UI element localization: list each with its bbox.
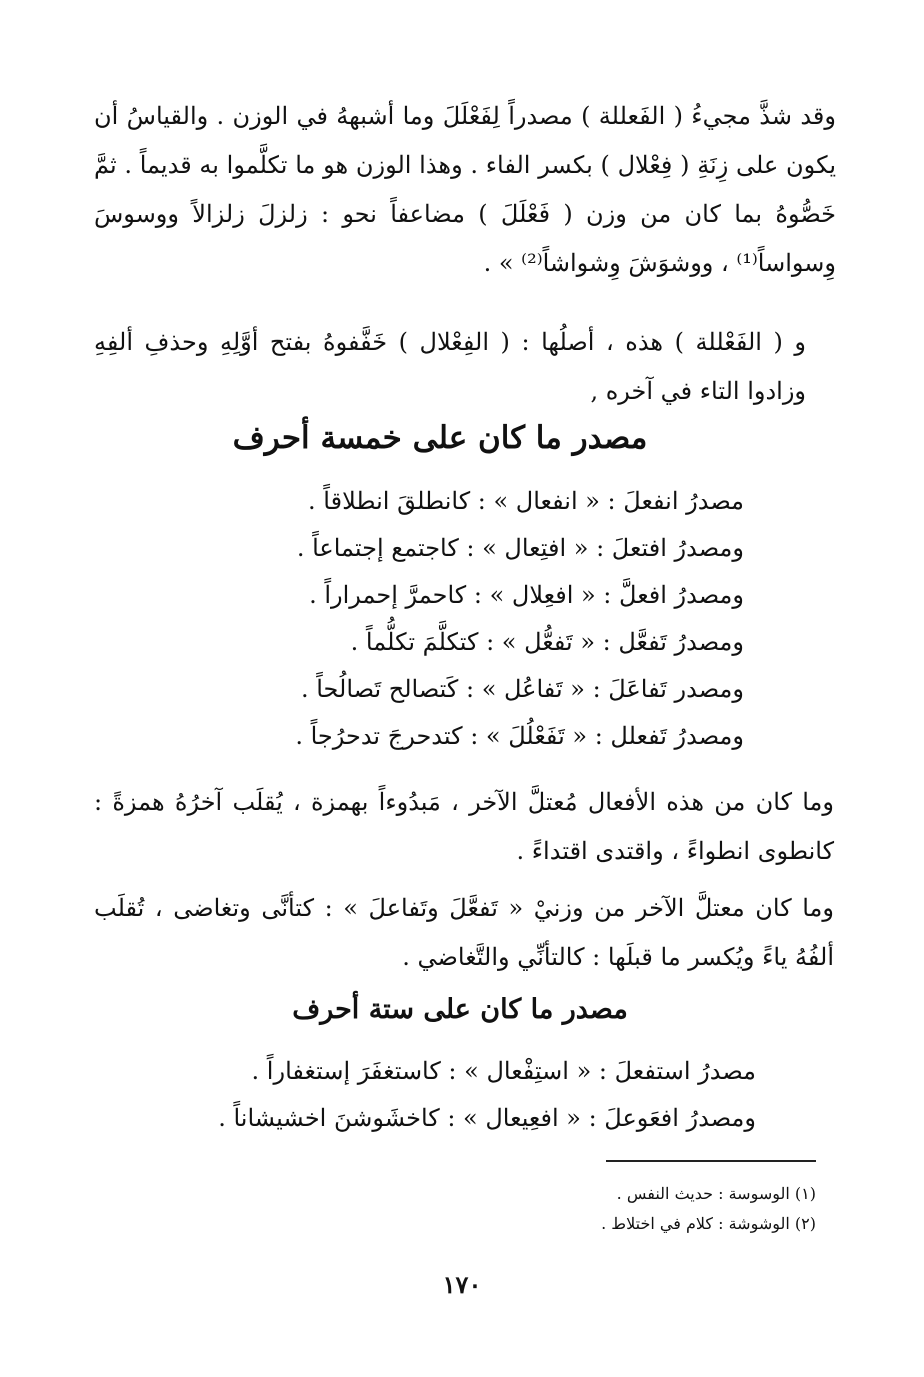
list-item-tafaul: ومصدرُ تَفعَّل : « تَفعُّل » : كتكلَّمَ تكلُّماً . xyxy=(350,628,744,656)
list-item-tafaaul: ومصدر تَفاعَلَ : « تَفاعُل » : كَتصالح تَصالُحاً . xyxy=(300,675,744,703)
footnote-separator xyxy=(606,1160,816,1162)
footnote-2: (٢) الوشوشة : كلام في اختلاط . xyxy=(601,1214,816,1233)
paragraph-faalala-origin: و ( الفَعْللة ) هذه ، أصلُها : ( الفِعْلال ) خَفَّفوهُ بفتح أوَّلِهِ وحذفِ ألفِهِ وزادوا التاء في آخره , xyxy=(94,328,806,405)
paragraph-hamza-final: وما كان من هذه الأفعال مُعتلَّ الآخر ، مَبدُوءاً بهمزة ، يُقلَب آخرُهُ همزةً : كانطوى انطواءً ، واقتدى اقتداءً . xyxy=(94,788,834,865)
heading-six-letters: مصدر ما كان على ستة أحرف xyxy=(292,994,628,1025)
heading-five-letters: مصدر ما كان على خمسة أحرف xyxy=(232,420,648,456)
page-number: ١٧٠ xyxy=(442,1270,482,1299)
list-item-iftiaal: ومصدرُ افتعلَ : « افتِعال » : كاجتمع إجتماعاً . xyxy=(296,534,744,562)
list-item-ifiaal: ومصدرُ افعَوعلَ : « افعِيعال » : كاخشَوشنَ اخشيشاناً . xyxy=(218,1104,756,1132)
list-item-istifaal: مصدرُ استفعلَ : « استِفْعال » : كاستغفَرَ إستغفاراً . xyxy=(251,1057,756,1085)
paragraph-irregular-masdar: وقد شذَّ مجيءُ ( الفَعللة ) مصدراً لِفَعْلَلَ وما أشبههُ في الوزن . والقياسُ أن يكون على زِنَةِ ( فِعْلال ) بكسر الفاء . وهذا الوزن هو ما تكلَّموا به قديماً . ثمَّ خَصُّوهُ بما كان من وزن ( فَعْلَلَ ) مضاعفاً نحو : زلزلَ زلزالاً ووسوسَ وِسواساً⁽¹⁾ ، ووشوَشَ وِشواشاً⁽²⁾ » . xyxy=(94,102,836,277)
list-item-ifilaal: ومصدرُ افعلَّ : « افعِلال » : كاحمرَّ إحمراراً . xyxy=(309,581,744,609)
paragraph-weak-final: وما كان معتلَّ الآخر من وزنيْ « تَفعَّلَ وتَفاعلَ » : كتأنَّى وتغاضى ، تُقلَب ألفُهُ ياءً ويُكسر ما قبلَها : كالتأنِّي والتَّغاضي . xyxy=(94,894,834,971)
list-item-tafalul: ومصدرُ تَفعلل : « تَفَعْلُلَ » : كتدحرجَ تدحرُجاً . xyxy=(295,722,744,750)
footnote-1: (١) الوسوسة : حديث النفس . xyxy=(616,1184,816,1203)
list-item-infiaal: مصدرُ انفعلَ : « انفعال » : كانطلقَ انطلاقاً . xyxy=(308,487,744,515)
